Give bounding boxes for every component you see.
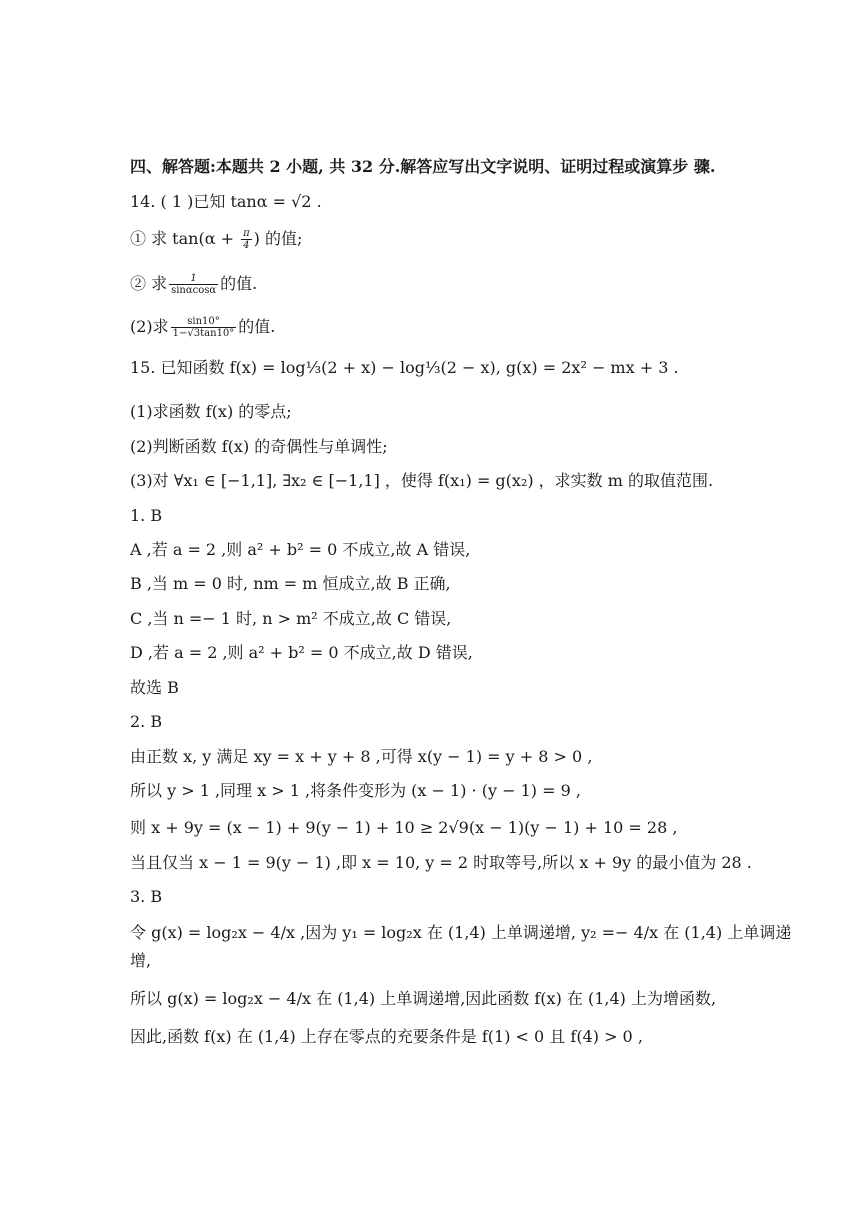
q14-part2-fraction [169,273,218,296]
q14-part1 [130,228,302,251]
q14-part3-frac-den: 1−√3tan10° [172,328,235,339]
answer-1-conclusion: 故选 B [130,678,179,697]
answer-3-title: 3. B [130,887,163,906]
q14-part2-prefix: ② 求 [130,274,168,293]
answer-2-line-1: 由正数 x, y 满足 xy = x + y + 8 ,可得 x(y − 1) = y + 8 > 0 , [130,747,593,766]
section-heading: 四、解答题:本题共 2 小题, 共 32 分.解答应写出文字说明、证明过程或演算步 骤. [130,157,716,176]
answer-2-title: 2. B [130,712,163,731]
answer-3-line-3: 所以 g(x) = log₂x − 4/x 在 (1,4) 上单调递增,因此函数 f(x) 在 (1,4) 上为增函数, [130,989,717,1008]
answer-1-title: 1. B [130,506,163,525]
q14-part3-frac-num: sin10° [171,316,237,328]
q14-part2-suffix: 的值. [220,274,258,293]
q15-intro: 15. 已知函数 f(x) = log⅓(2 + x) − log⅓(2 − x), g(x) = 2x² − mx + 3 . [130,358,679,377]
q14-part2-frac-num: 1 [169,273,218,285]
answer-2-line-4: 当且仅当 x − 1 = 9(y − 1) ,即 x = 10, y = 2 时取等号,所以 x + 9y 的最小值为 28 . [130,853,752,872]
q14-part1-suffix: ) 的值; [253,229,303,248]
q14-part1-fraction [241,228,252,251]
answer-3-line-1: 令 g(x) = log₂x − 4/x ,因为 y₁ = log₂x 在 (1,4) 上单调递增, y₂ =− 4/x 在 (1,4) 上单调递 [130,923,792,942]
answer-3-line-4: 因此,函数 f(x) 在 (1,4) 上存在零点的充要条件是 f(1) < 0 且 f(4) > 0 , [130,1027,643,1046]
answer-3-line-2: 增, [130,951,152,970]
q15-part3: (3)对 ∀x₁ ∈ [−1,1], ∃x₂ ∈ [−1,1] ，使得 f(x₁) = g(x₂) ，求实数 m 的取值范围. [130,471,714,490]
answer-2-line-3: 则 x + 9y = (x − 1) + 9(y − 1) + 10 ≥ 2√9(x − 1)(y − 1) + 10 = 28 , [130,818,678,837]
q15-part2: (2)判断函数 f(x) 的奇偶性与单调性; [130,437,388,456]
q14-part1-frac-den: 4 [243,240,250,251]
answer-1-line-a: A ,若 a = 2 ,则 a² + b² = 0 不成立,故 A 错误, [130,540,471,559]
q14-part3-fraction [171,316,237,339]
answer-1-line-c: C ,当 n =− 1 时, n > m² 不成立,故 C 错误, [130,609,452,628]
q14-part2-frac-den: sinαcosα [171,285,217,296]
answer-2-line-2: 所以 y > 1 ,同理 x > 1 ,将条件变形为 (x − 1) · (y − 1) = 9 , [130,781,581,800]
answer-1-line-b: B ,当 m = 0 时, nm = m 恒成立,故 B 正确, [130,574,451,593]
answer-1-line-d: D ,若 a = 2 ,则 a² + b² = 0 不成立,故 D 错误, [130,643,473,662]
q14-part3-suffix: 的值. [238,317,276,336]
q14-part1-frac-num: π [243,228,250,239]
q14-part3-prefix: (2)求 [130,317,169,336]
q14-part1-prefix: ① 求 tan(α + [130,229,240,248]
q14-part2 [130,273,257,296]
q14-intro: 14. ( 1 )已知 tanα = √2 . [130,192,322,211]
q15-part1: (1)求函数 f(x) 的零点; [130,402,292,421]
q14-part3 [130,316,275,339]
